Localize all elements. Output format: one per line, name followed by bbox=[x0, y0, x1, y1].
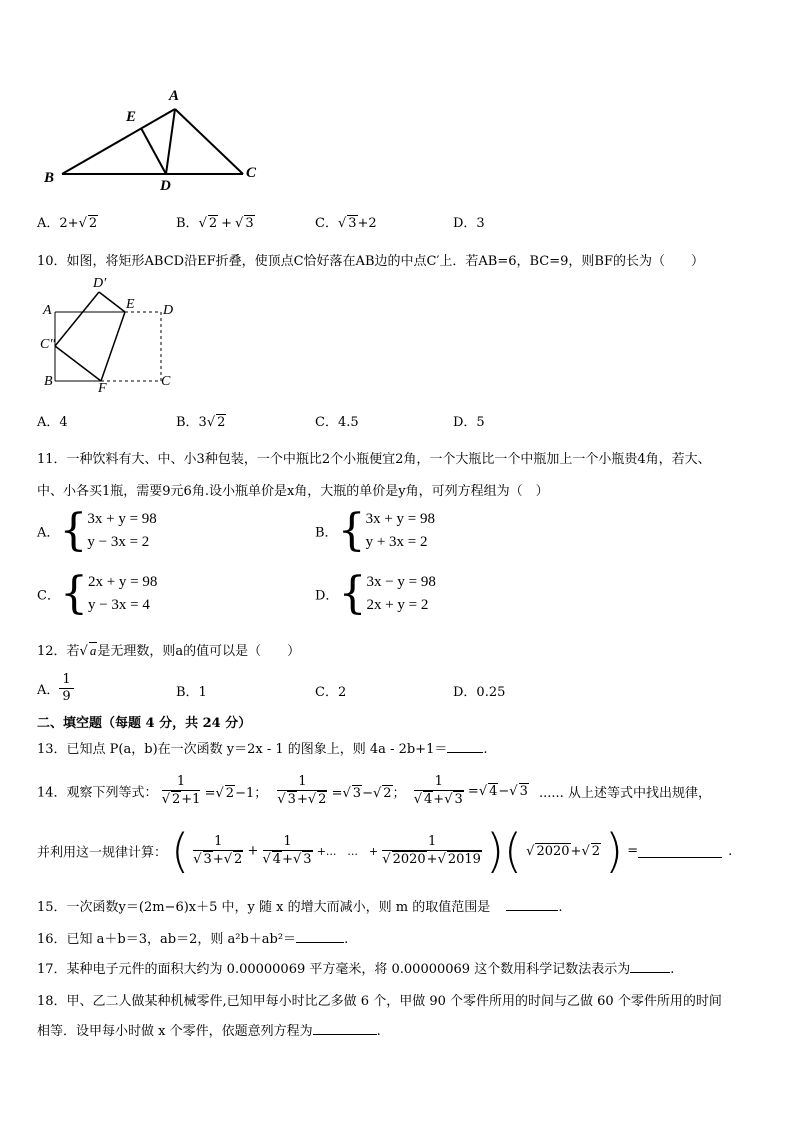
q18-line2: 相等．设甲每小时做 x 个零件，依题意列方程为 . bbox=[37, 1024, 381, 1039]
q11-option-d: D．{ 3x − y = 98 2x + y = 2 bbox=[315, 568, 436, 619]
section-heading: 二、填空题（每题 4 分，共 24 分） bbox=[37, 716, 252, 731]
label-D: D bbox=[160, 178, 171, 194]
label-C: C bbox=[246, 165, 257, 181]
q15: 15．一次函数y＝(2m−6)x＋5 中，y 随 x 的增大而减小，则 m 的取值范围是 . bbox=[37, 900, 563, 915]
q9-option-a: A．2+√ 2 bbox=[37, 216, 98, 231]
label-C: C bbox=[161, 374, 171, 389]
answer-blank[interactable] bbox=[506, 898, 558, 911]
label-B: B bbox=[44, 374, 53, 389]
q10-option-a: A．4 bbox=[37, 415, 68, 430]
answer-blank[interactable] bbox=[630, 960, 670, 973]
q14-line2: 并利用这一规律计算： ( $\frac{1}{√ 3+√ 2}$ + $\frac{1}{√ 4+√ 3}$ +... ... + $\frac{1}{√ 2020+√ 2019}$ )( √ 2020+√ 2 ) = . bbox=[37, 824, 733, 878]
label-D-prime: D′ bbox=[93, 276, 107, 291]
q9-option-b: B．√ 2 + √ 3 bbox=[176, 216, 254, 231]
answer-blank[interactable] bbox=[638, 845, 722, 858]
q18-line1: 18．甲、乙二人做某种机械零件,已知甲每小时比乙多做 6 个，甲做 90 个零件所用的时间与乙做 60 个零件所用的时间 bbox=[37, 994, 722, 1009]
q10-stem: 10．如图，将矩形ABCD沿EF折叠，使顶点C恰好落在AB边的中点C′上．若AB=6，BC=9，则BF的长为（ ） bbox=[37, 254, 704, 269]
triangle-figure bbox=[40, 85, 270, 195]
q11-stem-line2: 中、小各买1瓶，需要9元6角.设小瓶单价是x角，大瓶的单价是y角，可列方程组为（ ） bbox=[37, 484, 549, 499]
label-D: D bbox=[163, 303, 174, 318]
label-C-fold: C″ bbox=[40, 337, 56, 352]
q14-line1: 14．观察下列等式： $\frac{1}{√ 2+1}$ =√ 2−1； $\frac{1}{√ 3+√ 2}$ =√ 3−√ 2； $\frac{1}{√ 4+√ 3}$ =√ 4−√ 3 ...... 从上述等式中找出规律， bbox=[37, 774, 711, 807]
label-E: E bbox=[126, 297, 135, 312]
q11-stem-line1: 11．一种饮料有大、中、小3种包装，一个中瓶比2个小瓶便宜2角，一个大瓶比一个中瓶加上一个小瓶贵4角，若大、 bbox=[37, 452, 711, 467]
label-A: A bbox=[43, 303, 52, 318]
q16: 16．已知 a＋b＝3，ab＝2，则 a²b＋ab²＝ . bbox=[37, 932, 349, 947]
q9-option-c: C．√ 3+2 bbox=[315, 216, 377, 231]
answer-blank[interactable] bbox=[447, 740, 483, 753]
q13: 13．已知点 P(a，b)在一次函数 y＝2x - 1 的图象上，则 4a - 2b+1＝ . bbox=[37, 742, 488, 757]
answer-blank[interactable] bbox=[296, 930, 344, 943]
q12-option-c: C．2 bbox=[315, 685, 347, 700]
label-F: F bbox=[98, 381, 107, 396]
q12-option-a: A． $\frac{1}{9}$ bbox=[37, 672, 74, 705]
q11-option-c: C．{ 2x + y = 98 y − 3x = 4 bbox=[37, 568, 158, 619]
q10-option-d: D．5 bbox=[453, 415, 485, 430]
q17: 17．某种电子元件的面积大约为 0.00000069 平方毫米，将 0.00000069 这个数用科学记数法表示为 . bbox=[37, 962, 675, 977]
answer-blank[interactable] bbox=[313, 1022, 377, 1035]
label-B: B bbox=[44, 170, 55, 186]
q10-option-c: C．4.5 bbox=[315, 415, 359, 430]
q11-option-b: B．{ 3x + y = 98 y + 3x = 2 bbox=[315, 505, 435, 556]
q10-option-b: B．3√ 2 bbox=[176, 415, 226, 430]
label-E: E bbox=[126, 109, 137, 125]
q11-option-a: A．{ 3x + y = 98 y − 3x = 2 bbox=[37, 505, 157, 556]
q9-option-d: D．3 bbox=[453, 216, 485, 231]
rectangle-fold-figure bbox=[40, 270, 190, 390]
q12-option-b: B．1 bbox=[176, 685, 207, 700]
q12-option-d: D．0.25 bbox=[453, 685, 506, 700]
q12-stem: 12．若√ a是无理数，则a的值可以是（ ） bbox=[37, 643, 301, 659]
label-A: A bbox=[169, 88, 180, 104]
